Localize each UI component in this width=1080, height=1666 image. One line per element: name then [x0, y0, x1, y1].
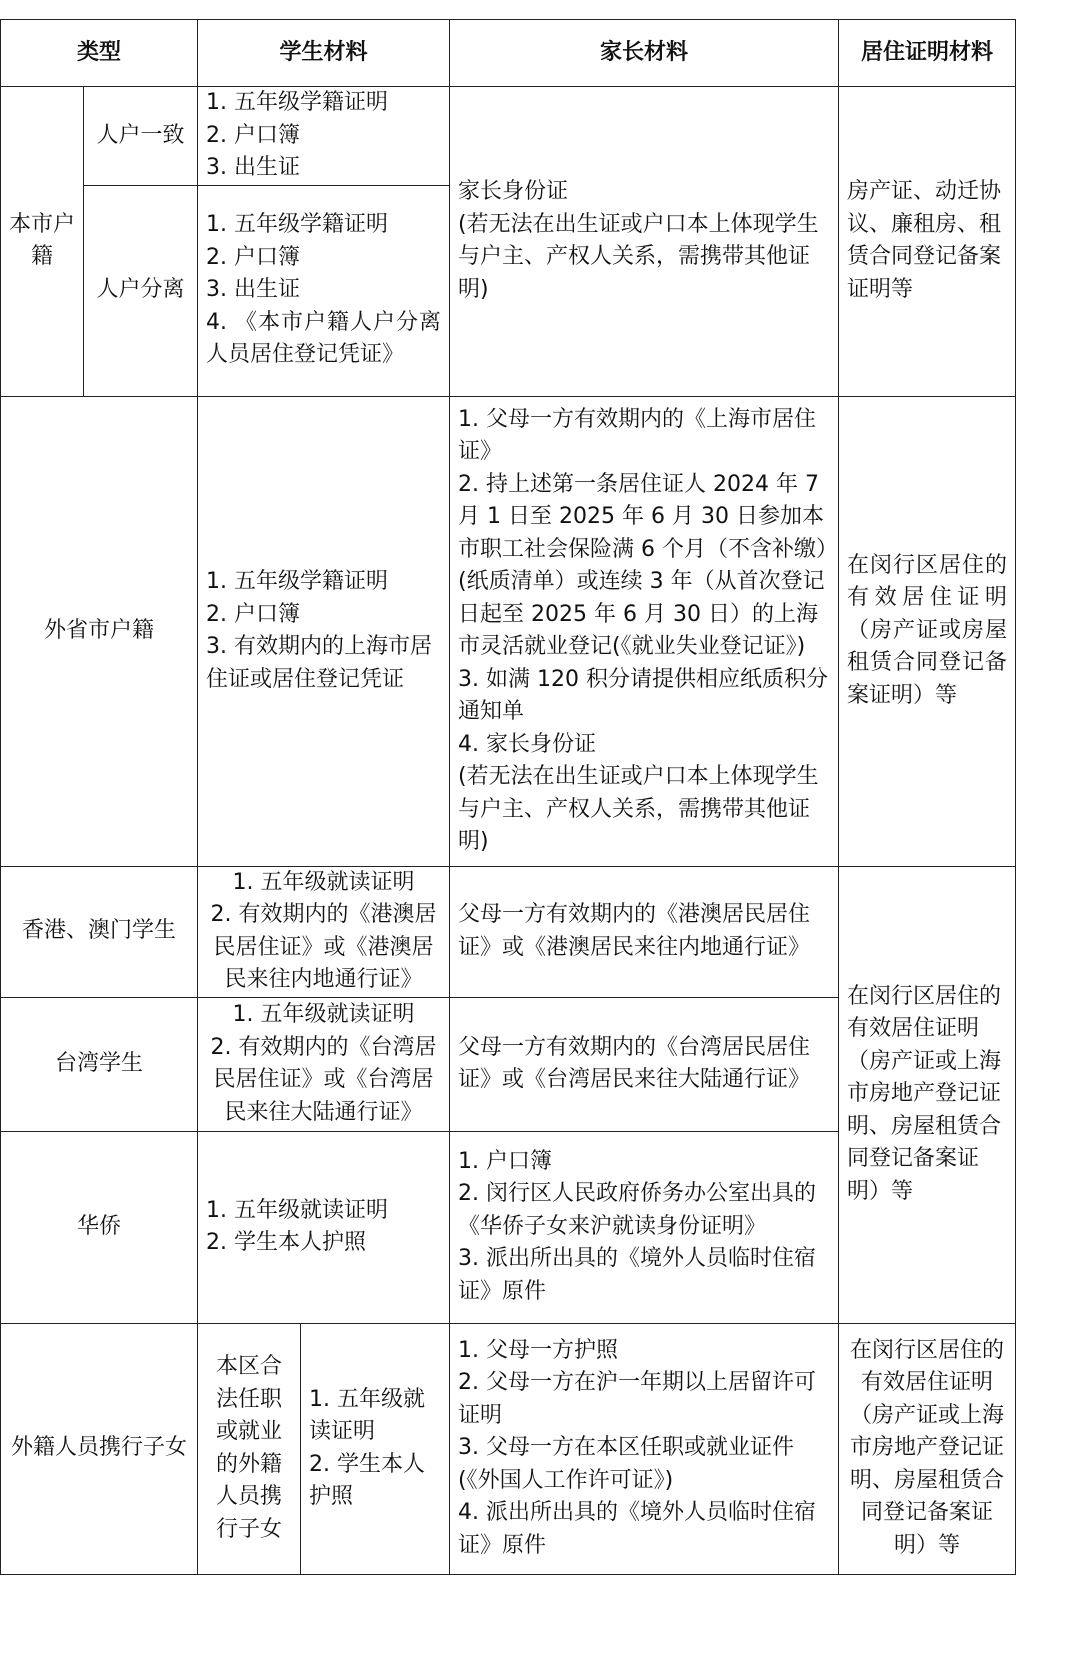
list-item: 3. 父母一方在本区任职或就业证件(《外国人工作许可证》): [458, 1435, 795, 1493]
list-item: 1. 父母一方有效期内的《上海市居住证》: [458, 406, 817, 464]
list-item: 2. 持上述第一条居住证人 2024 年 7 月 1 日至 2025 年 6 月 30 日参加本市职工社会保险满 6 个月（不含补缴）(纸质清单）或连续 3 年（从首次登记日起至 2025 年 6 月 30 日）的上海市灵活就业登记(《就业失业登记证》): [458, 471, 828, 659]
list-item: 4. 家长身份证: [458, 731, 597, 757]
table-row: [1, 396, 1016, 866]
list-item: 1. 五年级就读证明: [309, 1386, 425, 1444]
list-item: 2. 有效期内的《港澳居民居住证》或《港澳居民来往内地通行证》: [210, 902, 437, 992]
list-item: 3. 有效期内的上海市居住证或居住登记凭证: [206, 634, 432, 692]
list-item: 2. 学生本人护照: [206, 1230, 366, 1255]
shared-residence: 在闵行区居住的有效居住证明（房产证或上海市房地产登记证明、房屋租赁合同登记备案证明）等: [839, 866, 1016, 1323]
list-item: 1. 五年级学籍证明: [206, 90, 388, 115]
hk-macao-student: [198, 866, 450, 997]
taiwan-parent: 父母一方有效期内的《台湾居民居住证》或《台湾居民来往大陆通行证》: [450, 997, 839, 1131]
overseas-chinese-student: [198, 1131, 450, 1323]
list-item: 1. 五年级学籍证明: [206, 569, 388, 594]
header-student: 学生材料: [198, 20, 450, 87]
header-parent: 家长材料: [450, 20, 839, 87]
list-item: 2. 闵行区人民政府侨务办公室出具的《华侨子女来沪就读身份证明》: [458, 1181, 817, 1239]
overseas-chinese-label: 华侨: [1, 1131, 198, 1323]
local-sub2-label: 人户分离: [84, 185, 198, 396]
list-item: 1. 五年级就读证明: [206, 1197, 388, 1223]
list-item: 2. 学生本人护照: [309, 1451, 425, 1509]
hk-macao-parent: 父母一方有效期内的《港澳居民居住证》或《港澳居民来往内地通行证》: [450, 866, 839, 997]
local-parent: [450, 87, 839, 397]
list-item: 1. 父母一方护照: [458, 1337, 619, 1363]
other-province-residence: 在闵行区居住的有效居住证明（房产证或房屋租赁合同登记备案证明）等: [839, 396, 1016, 866]
list-item: 3. 出生证: [206, 155, 300, 180]
list-item: (若无法在出生证或户口本上体现学生与户主、产权人关系，需携带其他证明): [458, 211, 819, 302]
list-item: 3. 出生证: [206, 277, 300, 303]
table-row: [1, 1323, 1016, 1574]
local-sub1-label: 人户一致: [84, 87, 198, 186]
list-item: 4. 《本市户籍人户分离人员居住登记凭证》: [206, 309, 442, 368]
local-sub2-student: [198, 185, 450, 396]
foreign-student: [301, 1323, 450, 1574]
taiwan-label: 台湾学生: [1, 997, 198, 1131]
list-item: 1. 五年级就读证明: [232, 1002, 415, 1027]
hk-macao-label: 香港、澳门学生: [1, 866, 198, 997]
foreign-sublabel: 本区合法任职或就业的外籍人员携行子女: [198, 1323, 301, 1574]
other-province-student: [198, 396, 450, 866]
table-row: [1, 866, 1016, 997]
taiwan-student: [198, 997, 450, 1131]
list-item: 1. 五年级学籍证明: [206, 212, 388, 238]
list-item: 2. 户口簿: [206, 244, 300, 270]
list-item: 1. 五年级就读证明: [232, 869, 415, 895]
other-province-parent: [450, 396, 839, 866]
list-item: 4. 派出所出具的《境外人员临时住宿证》原件: [458, 1500, 817, 1558]
other-province-label: 外省市户籍: [1, 396, 198, 866]
foreign-parent: [450, 1323, 839, 1574]
list-item: 2. 有效期内的《台湾居民居住证》或《台湾居民来往大陆通行证》: [210, 1034, 437, 1125]
list-item: (若无法在出生证或户口本上体现学生与户主、产权人关系，需携带其他证明): [458, 764, 819, 854]
materials-table: [0, 19, 1016, 1575]
list-item: 2. 户口簿: [206, 601, 300, 627]
local-label: 本市户籍: [1, 87, 84, 397]
list-item: 3. 如满 120 积分请提供相应纸质积分通知单: [458, 666, 828, 724]
overseas-chinese-parent: [450, 1131, 839, 1323]
foreign-label: 外籍人员携行子女: [1, 1323, 198, 1574]
local-sub1-student: [198, 87, 450, 186]
header-type: 类型: [1, 20, 198, 87]
list-item: 2. 父母一方在沪一年期以上居留许可证明: [458, 1370, 817, 1428]
list-item: 3. 派出所出具的《境外人员临时住宿证》原件: [458, 1246, 817, 1304]
header-residence: 居住证明材料: [839, 20, 1016, 87]
list-item: 2. 户口簿: [206, 122, 300, 148]
table-row: [1, 87, 1016, 186]
list-item: 1. 户口簿: [458, 1148, 553, 1174]
foreign-residence: 在闵行区居住的有效居住证明（房产证或上海市房地产登记证明、房屋租赁合同登记备案证明）等: [839, 1323, 1016, 1574]
list-item: 家长身份证: [458, 179, 569, 205]
local-residence: 房产证、动迁协议、廉租房、租赁合同登记备案证明等: [839, 87, 1016, 397]
header-row: [1, 20, 1016, 87]
